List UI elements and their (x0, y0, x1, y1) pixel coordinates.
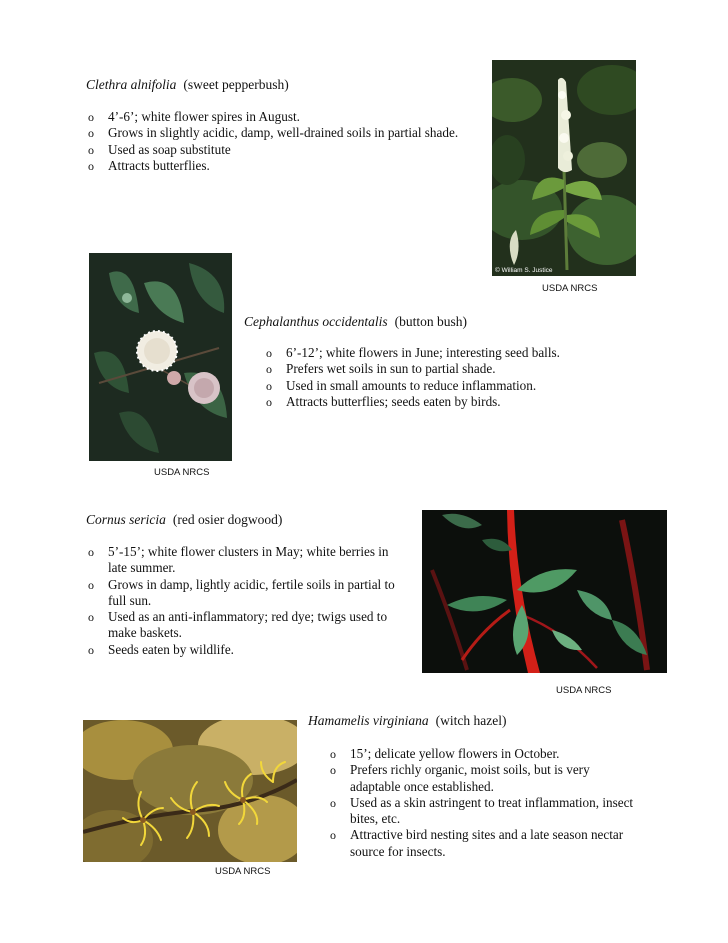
common-name: (sweet pepperbush) (183, 77, 289, 92)
photo-hamamelis (83, 720, 297, 862)
plant-heading-hamamelis (308, 713, 506, 729)
list-item: o Attracts butterflies. (86, 158, 481, 174)
photo-cephalanthus (89, 253, 232, 461)
bullet-list-clethra (86, 109, 481, 174)
list-item: o Used as an anti-inflammatory; red dye; twigs used to make baskets. (86, 609, 396, 642)
list-item: o 6’-12’; white flowers in June; interesting seed balls. (264, 345, 614, 361)
list-item: o 5’-15’; white flower clusters in May; white berries in late summer. (86, 544, 396, 577)
photo-credit: USDA NRCS (556, 685, 612, 696)
bullet-list-cornus (86, 544, 396, 658)
photo-credit: USDA NRCS (215, 866, 271, 877)
list-item: o Seeds eaten by wildlife. (86, 642, 396, 658)
bullet-list-cephalanthus (264, 345, 614, 410)
list-item: o Used as soap substitute (86, 142, 481, 158)
list-item: o Prefers richly organic, moist soils, but is very adaptable once established. (328, 762, 638, 795)
scientific-name: Hamamelis virginiana (308, 713, 429, 728)
plant-heading-cephalanthus (244, 314, 467, 330)
scientific-name: Cornus sericia (86, 512, 166, 527)
common-name: (witch hazel) (435, 713, 507, 728)
list-item: o Grows in slightly acidic, damp, well-drained soils in partial shade. (86, 125, 481, 141)
common-name: (button bush) (394, 314, 467, 329)
common-name: (red osier dogwood) (172, 512, 283, 527)
photo-watermark: © William S. Justice (495, 267, 553, 274)
plant-heading-clethra (86, 77, 289, 93)
list-item: o Attractive bird nesting sites and a late season nectar source for insects. (328, 827, 638, 860)
photo-credit: USDA NRCS (154, 467, 210, 478)
bullet-list-hamamelis (328, 746, 638, 860)
photo-credit: USDA NRCS (542, 283, 598, 294)
scientific-name: Cephalanthus occidentalis (244, 314, 388, 329)
photo-clethra (492, 60, 636, 276)
list-item: o Used as a skin astringent to treat inflammation, insect bites, etc. (328, 795, 638, 828)
list-item: o Attracts butterflies; seeds eaten by birds. (264, 394, 614, 410)
list-item: o Grows in damp, lightly acidic, fertile soils in partial to full sun. (86, 577, 396, 610)
photo-cornus (422, 510, 667, 673)
list-item: o 15’; delicate yellow flowers in October. (328, 746, 638, 762)
plant-heading-cornus (86, 512, 282, 528)
list-item: o Prefers wet soils in sun to partial shade. (264, 361, 614, 377)
list-item: o 4’-6’; white flower spires in August. (86, 109, 481, 125)
scientific-name: Clethra alnifolia (86, 77, 177, 92)
list-item: o Used in small amounts to reduce inflammation. (264, 378, 614, 394)
